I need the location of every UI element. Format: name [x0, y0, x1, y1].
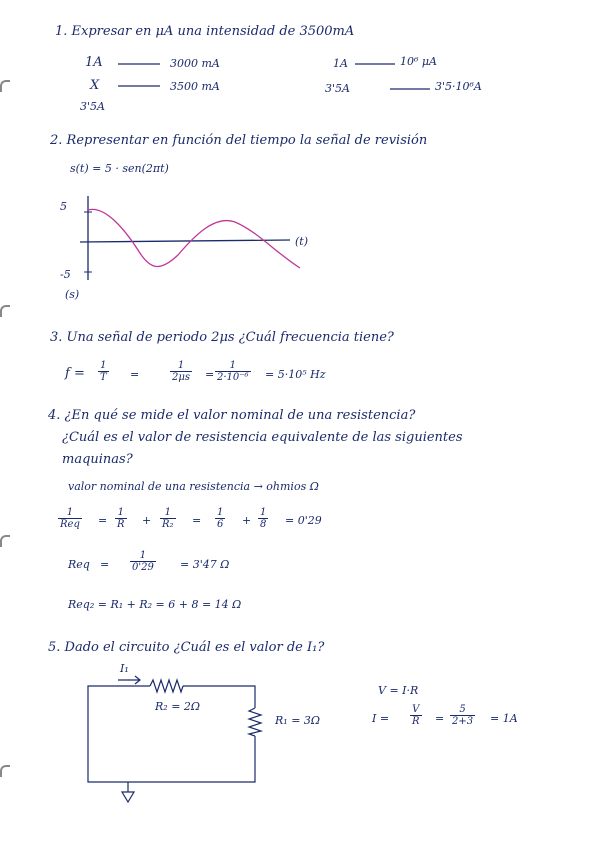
- circuit-wire: [128, 736, 255, 782]
- question-1: 1. Expresar en μA una intensidad de 3500mA: [55, 24, 355, 39]
- time-axis-label: (t): [295, 235, 309, 248]
- fraction: 1 Req: [60, 507, 80, 530]
- q1-value: 3000 mA: [170, 57, 220, 70]
- fraction: $\frac{1}{\text{2·10⁻⁶}}$: [217, 360, 249, 383]
- fraction: $\frac{1}{0'29}$: [132, 550, 154, 573]
- current-result: = 1A: [490, 712, 518, 725]
- plus-sign: +: [242, 514, 252, 527]
- fraction: $\frac{1}{6}$: [217, 507, 224, 530]
- req-result: = 3'47 Ω: [180, 558, 230, 571]
- question-4-line: maquinas?: [62, 452, 133, 467]
- frequency-result: = 5·10⁵ Hz: [265, 368, 326, 381]
- question-5: 5. Dado el circuito ¿Cuál es el valor de I₁?: [48, 640, 325, 655]
- q1-value: 3'5A: [325, 82, 350, 95]
- sine-graph: [80, 196, 300, 280]
- req-label: Req: [68, 558, 90, 571]
- plus-sign: +: [142, 514, 152, 527]
- equals-sign: =: [205, 368, 215, 381]
- ohms-law: V = I·R: [378, 684, 419, 697]
- signal-formula: s(t) = 5 · sen(2πt): [70, 162, 169, 175]
- y-tick-label: -5: [60, 268, 71, 281]
- resistor-r1: [249, 708, 261, 736]
- r2-label: R₂ = 2Ω: [155, 700, 201, 713]
- r1-label: R₁ = 3Ω: [275, 714, 321, 727]
- question-4-line: ¿Cuál es el valor de resistencia equivalente de las siguientes: [62, 430, 463, 445]
- fraction: $\frac{1}{T}$: [100, 360, 107, 383]
- q1-value: 3500 mA: [170, 80, 220, 93]
- sine-curve: [88, 209, 300, 268]
- signal-axis-label: (s): [65, 288, 80, 301]
- question-3: 3. Una señal de periodo 2μs ¿Cuál frecuencia tiene?: [50, 330, 394, 345]
- frequency-symbol: f =: [65, 366, 85, 381]
- q1-value: 1A: [333, 57, 348, 70]
- current-label: I₁: [120, 662, 129, 675]
- q1-unknown: X: [90, 78, 100, 93]
- circuit-diagram: [88, 676, 261, 802]
- equals-sign: =: [98, 514, 108, 527]
- equals-sign: =: [192, 514, 202, 527]
- fraction: $\frac{1}{\text{R₂}}$: [162, 507, 174, 530]
- q1-value: 1A: [85, 55, 103, 70]
- q1-result: 3'5·10⁶A: [435, 80, 482, 93]
- q1-value: 10⁶ μA: [400, 55, 437, 68]
- y-tick-label: 5: [60, 200, 67, 213]
- sum-result: = 0'29: [285, 514, 322, 527]
- ground-icon: [122, 792, 134, 802]
- nominal-value-answer: valor nominal de una resistencia → ohmios Ω: [68, 480, 319, 493]
- fraction: $\frac{5}{2+3}$: [452, 704, 474, 727]
- equals-sign: =: [130, 368, 140, 381]
- circuit-wire: [88, 686, 150, 782]
- time-axis: [80, 240, 290, 242]
- fraction: $\frac{1}{8}$: [260, 507, 267, 530]
- equals-sign: =: [100, 558, 110, 571]
- question-2: 2. Representar en función del tiempo la señal de revisión: [50, 133, 428, 148]
- equals-sign: =: [435, 712, 445, 725]
- fraction: $\frac{V}{R}$: [412, 704, 420, 727]
- question-4-line: 4. ¿En qué se mide el valor nominal de una resistencia?: [48, 408, 416, 423]
- series-resistance: Req₂ = R₁ + R₂ = 6 + 8 = 14 Ω: [68, 598, 242, 611]
- fraction: $\frac{1}{R}$: [117, 507, 125, 530]
- current-symbol: I =: [372, 712, 390, 725]
- fraction: $\frac{1}{2\mu s}$: [172, 360, 190, 383]
- q1-result: 3'5A: [80, 100, 105, 113]
- resistor-r2: [150, 680, 183, 692]
